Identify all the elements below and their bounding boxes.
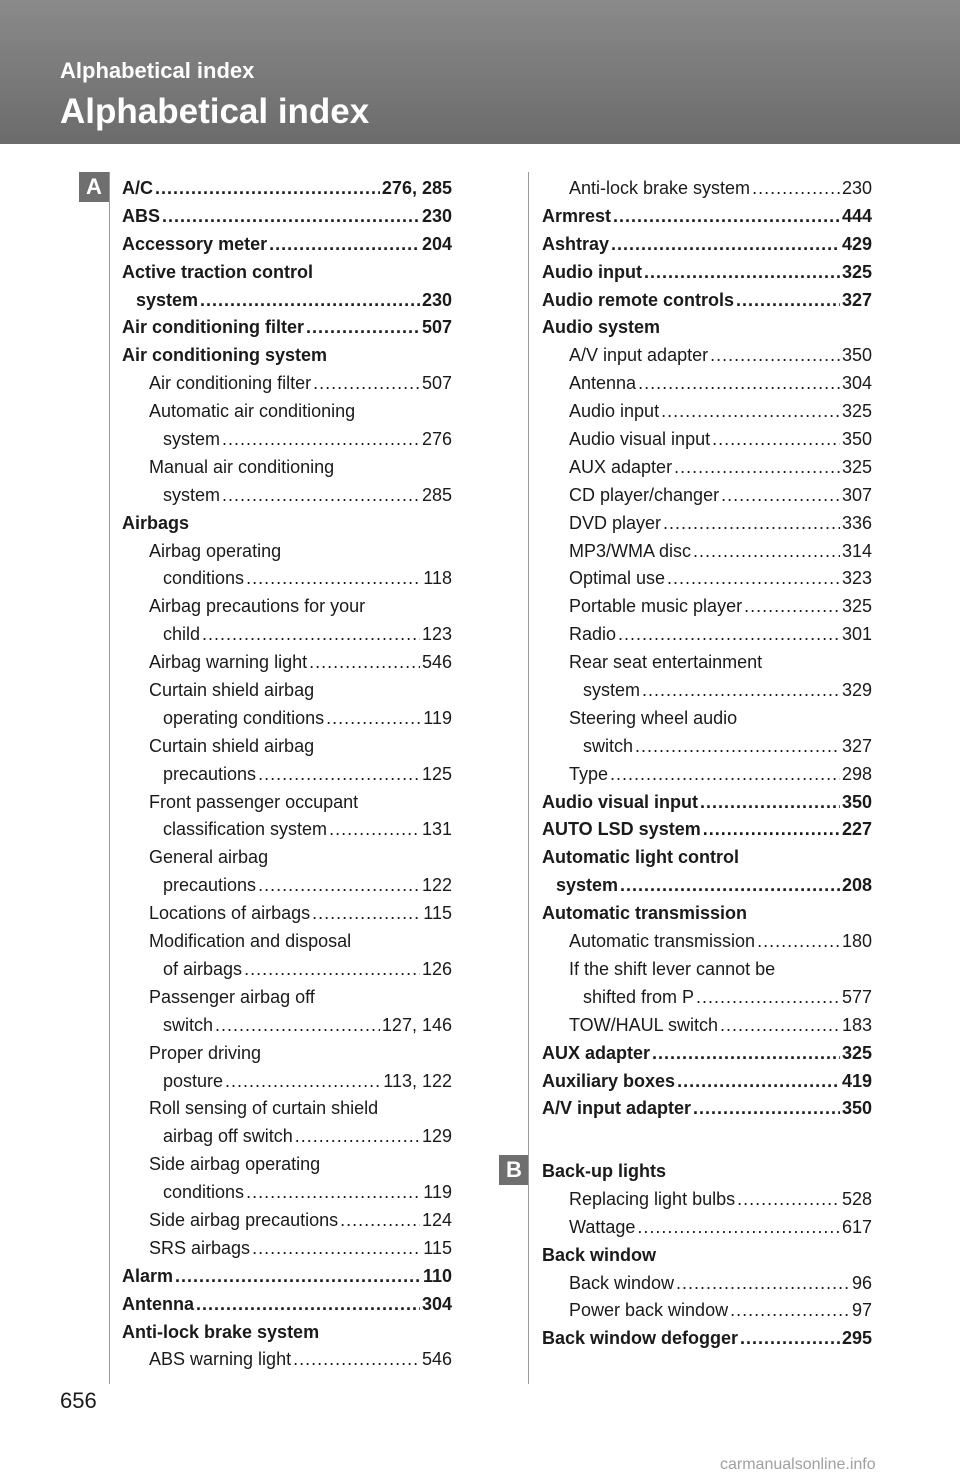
index-entry-label: Anti-lock brake system (122, 1321, 320, 1342)
index-entry (542, 819, 872, 847)
index-entry-page: 314 (841, 540, 872, 561)
index-entry-page: 129 (421, 1126, 452, 1147)
index-entry-page: 113, 122 (383, 1070, 452, 1091)
index-entry (542, 1189, 872, 1217)
index-entry (122, 1238, 452, 1266)
index-entry-label: posture (163, 1070, 224, 1091)
index-entry-page: 323 (841, 568, 872, 589)
index-entry-page: 304 (421, 1293, 452, 1314)
index-entry-label: switch (583, 735, 634, 756)
index-entry-page: 122 (421, 875, 452, 896)
index-entry-page: 204 (421, 233, 452, 254)
index-entry-page: 125 (421, 763, 452, 784)
index-entry (542, 1273, 872, 1301)
index-entry-label: Airbag precautions for your (149, 596, 366, 617)
dot-leader (175, 1266, 421, 1287)
letter-tab-b: B (499, 1155, 529, 1185)
index-entry-label: Front passenger occupant (149, 791, 359, 812)
index-entry-label: Locations of airbags (149, 903, 311, 924)
index-entry (122, 847, 452, 875)
index-entry-label: Replacing light bulbs (569, 1188, 736, 1209)
index-entry-page: 577 (841, 986, 872, 1007)
dot-leader (637, 1217, 840, 1238)
dot-leader (269, 234, 420, 255)
dot-leader (638, 373, 840, 394)
index-entry-label: Accessory meter (122, 233, 268, 254)
index-entry-label: Power back window (569, 1300, 729, 1321)
index-entry-label: airbag off switch (163, 1126, 293, 1147)
index-entry-label: Ashtray (542, 233, 610, 254)
index-entry-label: DVD player (569, 512, 662, 533)
index-entry (542, 1098, 872, 1126)
index-entry (122, 903, 452, 931)
dot-leader (222, 429, 420, 450)
index-entry-label: Alarm (122, 1265, 174, 1286)
index-entry-page: 276, 285 (381, 178, 452, 198)
dot-leader (736, 290, 840, 311)
dot-leader (613, 206, 840, 227)
dot-leader (652, 1043, 840, 1064)
index-entry-label: Back-up lights (542, 1161, 667, 1181)
index-entry (122, 317, 452, 345)
index-entry-page: 119 (423, 707, 452, 728)
index-entry (542, 541, 872, 569)
index-entry-page: 97 (851, 1300, 872, 1321)
index-entry-page: 444 (841, 205, 872, 226)
index-entry-label: Armrest (542, 205, 612, 226)
index-entry-page: 528 (841, 1188, 872, 1209)
index-entry-page: 350 (841, 791, 872, 812)
dot-leader (696, 987, 840, 1008)
dot-leader (312, 903, 421, 924)
index-entry (542, 624, 872, 652)
dot-leader (326, 708, 421, 729)
watermark: carmanualsonline.info (720, 1456, 876, 1473)
index-entry-label: Rear seat entertainment (569, 652, 763, 673)
letter-tab-a: A (79, 172, 109, 202)
index-entry (122, 262, 452, 290)
index-entry (122, 931, 452, 959)
index-entry-page: 327 (841, 289, 872, 310)
index-entry-label: Side airbag operating (149, 1154, 321, 1175)
dot-leader (258, 764, 420, 785)
dot-leader (252, 1238, 421, 1259)
index-entry-page: 350 (841, 1098, 872, 1119)
index-entry (542, 1161, 872, 1189)
index-entry (122, 485, 452, 513)
index-entry-label: Active traction control (122, 261, 314, 282)
dot-leader (712, 429, 840, 450)
index-entry-page: 546 (421, 1349, 452, 1370)
dot-leader (752, 178, 840, 199)
index-entry (122, 345, 452, 373)
dot-leader (620, 875, 840, 896)
index-column-left (122, 178, 452, 1377)
dot-leader (200, 290, 420, 311)
index-entry (122, 652, 452, 680)
index-entry-label: MP3/WMA disc (569, 540, 692, 561)
index-entry (122, 401, 452, 429)
index-entry (122, 875, 452, 903)
index-entry-label: precautions (163, 763, 257, 784)
index-entry (122, 1266, 452, 1294)
index-entry (122, 819, 452, 847)
index-entry (542, 652, 872, 680)
index-entry-page: 419 (841, 1070, 872, 1091)
index-entry-label: Auxiliary boxes (542, 1070, 676, 1091)
index-entry (122, 206, 452, 234)
index-entry (542, 1043, 872, 1071)
dot-leader (674, 457, 840, 478)
index-entry (122, 680, 452, 708)
index-entry-label: Roll sensing of curtain shield (149, 1098, 379, 1119)
index-entry (122, 1182, 452, 1210)
index-entry (542, 792, 872, 820)
page-number: 656 (60, 1388, 97, 1413)
index-entry (122, 764, 452, 792)
dot-leader (720, 1015, 840, 1036)
index-entry (542, 1328, 872, 1356)
dot-leader (676, 1273, 850, 1294)
dot-leader (246, 1182, 421, 1203)
index-entry-label: Airbag warning light (149, 652, 308, 673)
index-entry (122, 1098, 452, 1126)
column-divider-middle (528, 172, 529, 1384)
index-entry (122, 596, 452, 624)
index-entry (122, 541, 452, 569)
index-entry (122, 1322, 452, 1350)
index-entry-page: 327 (841, 735, 872, 756)
index-entry-label: Anti-lock brake system (569, 178, 751, 198)
index-entry-page: 329 (841, 680, 872, 701)
index-entry (542, 708, 872, 736)
index-entry (122, 1015, 452, 1043)
index-entry (542, 345, 872, 373)
dot-leader (693, 1098, 840, 1119)
dot-leader (162, 206, 420, 227)
index-entry-label: of airbags (163, 958, 243, 979)
index-entry-label: A/V input adapter (569, 345, 709, 366)
index-entry-page: 123 (421, 624, 452, 645)
index-entry-label: conditions (163, 1182, 245, 1203)
index-entry (542, 457, 872, 485)
index-entry-page: 180 (841, 931, 872, 952)
index-entry-page: 127, 146 (381, 1014, 452, 1035)
index-entry-label: Proper driving (149, 1042, 262, 1063)
index-entry-label: Audio system (542, 317, 661, 338)
dot-leader (663, 513, 840, 534)
dot-leader (306, 317, 420, 338)
index-entry-label: Type (569, 763, 609, 784)
index-entry (122, 234, 452, 262)
index-entry-page: 131 (421, 819, 452, 840)
index-entry-page: 325 (841, 401, 872, 422)
index-entry (122, 1294, 452, 1322)
index-entry-label: Automatic transmission (569, 931, 756, 952)
index-entry-label: Back window (542, 1244, 657, 1265)
index-entry-page: 325 (841, 456, 872, 477)
dot-leader (246, 568, 421, 589)
index-entry-label: Side airbag precautions (149, 1209, 339, 1230)
index-entry (122, 1154, 452, 1182)
index-entry-label: Audio input (542, 261, 642, 282)
index-entry (542, 959, 872, 987)
index-entry-label: Steering wheel audio (569, 707, 738, 728)
index-entry-page: 325 (841, 596, 872, 617)
dot-leader (721, 485, 840, 506)
index-entry-label: Air conditioning filter (149, 373, 312, 394)
index-entry-label: system (556, 875, 619, 896)
dot-leader (244, 959, 420, 980)
index-entry-page: 115 (423, 1237, 452, 1258)
index-entry (122, 1349, 452, 1377)
index-entry (542, 234, 872, 262)
dot-leader (710, 345, 840, 366)
dot-leader (730, 1300, 850, 1321)
index-entry-label: Antenna (122, 1293, 194, 1314)
index-entry-label: Manual air conditioning (149, 456, 335, 477)
index-entry-page: 298 (841, 763, 872, 784)
index-entry-label: Back window defogger (542, 1328, 739, 1349)
dot-leader (618, 624, 840, 645)
index-entry (542, 596, 872, 624)
index-entry-label: switch (163, 1014, 214, 1035)
index-entry-label: Curtain shield airbag (149, 735, 315, 756)
dot-leader (610, 764, 840, 785)
index-entry-label: Airbags (122, 512, 190, 533)
page-title: Alphabetical index (60, 92, 370, 131)
index-entry-page: 276 (421, 429, 452, 450)
index-entry-page: 336 (841, 512, 872, 533)
index-entry (122, 429, 452, 457)
index-entry (122, 959, 452, 987)
dot-leader (737, 1189, 840, 1210)
dot-leader (644, 262, 840, 283)
index-entry-page: 507 (421, 373, 452, 394)
index-entry-label: Audio input (569, 401, 660, 422)
index-entry (542, 1217, 872, 1245)
index-entry (542, 987, 872, 1015)
index-entry (122, 1043, 452, 1071)
index-entry (542, 317, 872, 345)
index-entry-label: SRS airbags (149, 1237, 251, 1258)
index-column-right-b (542, 1161, 872, 1356)
index-entry (122, 987, 452, 1015)
index-entry (122, 568, 452, 596)
dot-leader (693, 541, 840, 562)
index-entry (542, 736, 872, 764)
index-column-right-a (542, 178, 872, 1126)
index-entry-page: 350 (841, 345, 872, 366)
dot-leader (744, 596, 840, 617)
index-entry (542, 178, 872, 206)
dot-leader (293, 1349, 420, 1370)
index-entry-label: Air conditioning filter (122, 317, 304, 338)
index-entry-page: 307 (841, 484, 872, 505)
dot-leader (340, 1210, 420, 1231)
dot-leader (757, 931, 840, 952)
index-entry-label: Portable music player (569, 596, 743, 617)
index-entry-page: 126 (421, 958, 452, 979)
dot-leader (215, 1015, 380, 1036)
dot-leader (222, 485, 420, 506)
index-entry-page: 325 (841, 1042, 872, 1063)
index-entry-label: ABS warning light (149, 1349, 292, 1370)
index-entry-label: Audio visual input (569, 429, 711, 450)
index-entry-label: AUX adapter (542, 1042, 651, 1063)
index-entry-label: TOW/HAUL switch (569, 1014, 719, 1035)
index-entry-label: Airbag operating (149, 540, 282, 561)
dot-leader (703, 819, 840, 840)
index-entry-label: system (136, 289, 199, 310)
index-entry (542, 262, 872, 290)
index-entry-page: 350 (841, 429, 872, 450)
index-entry (122, 1210, 452, 1238)
index-entry-label: system (163, 484, 221, 505)
dot-leader (309, 652, 420, 673)
column-divider-left (109, 172, 110, 1384)
index-entry-label: CD player/changer (569, 484, 720, 505)
dot-leader (196, 1294, 420, 1315)
index-entry (542, 1300, 872, 1328)
index-entry (122, 457, 452, 485)
index-entry-label: shifted from P (583, 986, 695, 1007)
dot-leader (667, 568, 840, 589)
index-entry-label: AUTO LSD system (542, 819, 701, 840)
index-entry-label: Audio visual input (542, 791, 698, 812)
index-entry (542, 875, 872, 903)
index-entry (542, 290, 872, 318)
index-entry (122, 290, 452, 318)
index-entry-page: 118 (423, 568, 452, 589)
index-entry-label: AUX adapter (569, 456, 673, 477)
index-entry-label: precautions (163, 875, 257, 896)
index-entry (542, 903, 872, 931)
index-entry (542, 373, 872, 401)
index-entry-page: 429 (841, 233, 872, 254)
dot-leader (642, 680, 840, 701)
index-entry-page: 617 (841, 1216, 872, 1237)
index-entry (542, 485, 872, 513)
index-entry (122, 1071, 452, 1099)
dot-leader (313, 373, 420, 394)
dot-leader (677, 1071, 840, 1092)
index-entry (122, 178, 452, 206)
index-entry-label: ABS (122, 205, 161, 226)
index-entry (122, 736, 452, 764)
index-entry-page: 325 (841, 261, 872, 282)
index-entry-label: system (163, 429, 221, 450)
index-entry (542, 1015, 872, 1043)
index-entry-label: system (583, 680, 641, 701)
index-entry-label: Modification and disposal (149, 931, 352, 952)
index-entry-label: Automatic light control (542, 847, 739, 868)
dot-leader (258, 875, 420, 896)
index-entry-label: If the shift lever cannot be (569, 958, 776, 979)
index-entry-label: Curtain shield airbag (149, 680, 315, 701)
index-entry (122, 792, 452, 820)
index-entry-label: operating conditions (163, 707, 325, 728)
section-header (0, 0, 960, 144)
index-entry (542, 401, 872, 429)
index-entry-page: 304 (841, 373, 872, 394)
index-entry-label: conditions (163, 568, 245, 589)
index-entry-label: child (163, 624, 201, 645)
dot-leader (635, 736, 840, 757)
dot-leader (329, 819, 420, 840)
dot-leader (661, 401, 840, 422)
index-entry-label: A/C (122, 178, 153, 198)
index-entry (122, 1126, 452, 1154)
index-entry (122, 624, 452, 652)
index-entry-page: 285 (421, 484, 452, 505)
dot-leader (700, 792, 840, 813)
index-entry-page: 295 (841, 1328, 872, 1349)
index-entry-page: 230 (421, 289, 452, 310)
index-entry-label: Automatic transmission (542, 903, 748, 924)
index-entry-page: 124 (421, 1209, 452, 1230)
index-entry-label: classification system (163, 819, 328, 840)
index-entry-page: 208 (841, 875, 872, 896)
index-entry-page: 119 (423, 1182, 452, 1203)
dot-leader (295, 1126, 420, 1147)
index-entry (542, 847, 872, 875)
index-entry-label: Antenna (569, 373, 637, 394)
index-entry-page: 115 (423, 903, 452, 924)
index-entry (542, 680, 872, 708)
index-entry (542, 1245, 872, 1273)
index-entry-label: General airbag (149, 847, 269, 868)
dot-leader (225, 1071, 381, 1092)
index-entry-label: Wattage (569, 1216, 636, 1237)
index-entry-page: 183 (841, 1014, 872, 1035)
index-entry-page: 110 (422, 1265, 452, 1286)
index-entry-page: 546 (421, 652, 452, 673)
index-entry (542, 931, 872, 959)
index-entry-page: 227 (841, 819, 872, 840)
index-entry-label: Automatic air conditioning (149, 401, 356, 422)
index-entry-label: A/V input adapter (542, 1098, 692, 1119)
index-entry-page: 96 (851, 1272, 872, 1293)
index-entry-page: 301 (841, 624, 872, 645)
index-entry (122, 373, 452, 401)
index-entry-label: Optimal use (569, 568, 666, 589)
index-entry-label: Back window (569, 1272, 675, 1293)
index-entry (122, 513, 452, 541)
index-entry (542, 568, 872, 596)
index-entry-label: Radio (569, 624, 617, 645)
index-entry-label: Passenger airbag off (149, 986, 315, 1007)
dot-leader (202, 624, 420, 645)
index-entry (122, 708, 452, 736)
dot-leader (611, 234, 840, 255)
index-entry-page: 230 (841, 178, 872, 198)
dot-leader (740, 1328, 840, 1349)
index-entry-page: 230 (421, 205, 452, 226)
index-entry (542, 764, 872, 792)
index-entry-label: Air conditioning system (122, 345, 328, 366)
index-entry (542, 429, 872, 457)
index-entry (542, 206, 872, 234)
dot-leader (155, 178, 380, 199)
index-entry (542, 513, 872, 541)
index-entry (542, 1071, 872, 1099)
index-entry-page: 507 (421, 317, 452, 338)
section-title-small: Alphabetical index (60, 58, 255, 83)
index-entry-label: Audio remote controls (542, 289, 735, 310)
